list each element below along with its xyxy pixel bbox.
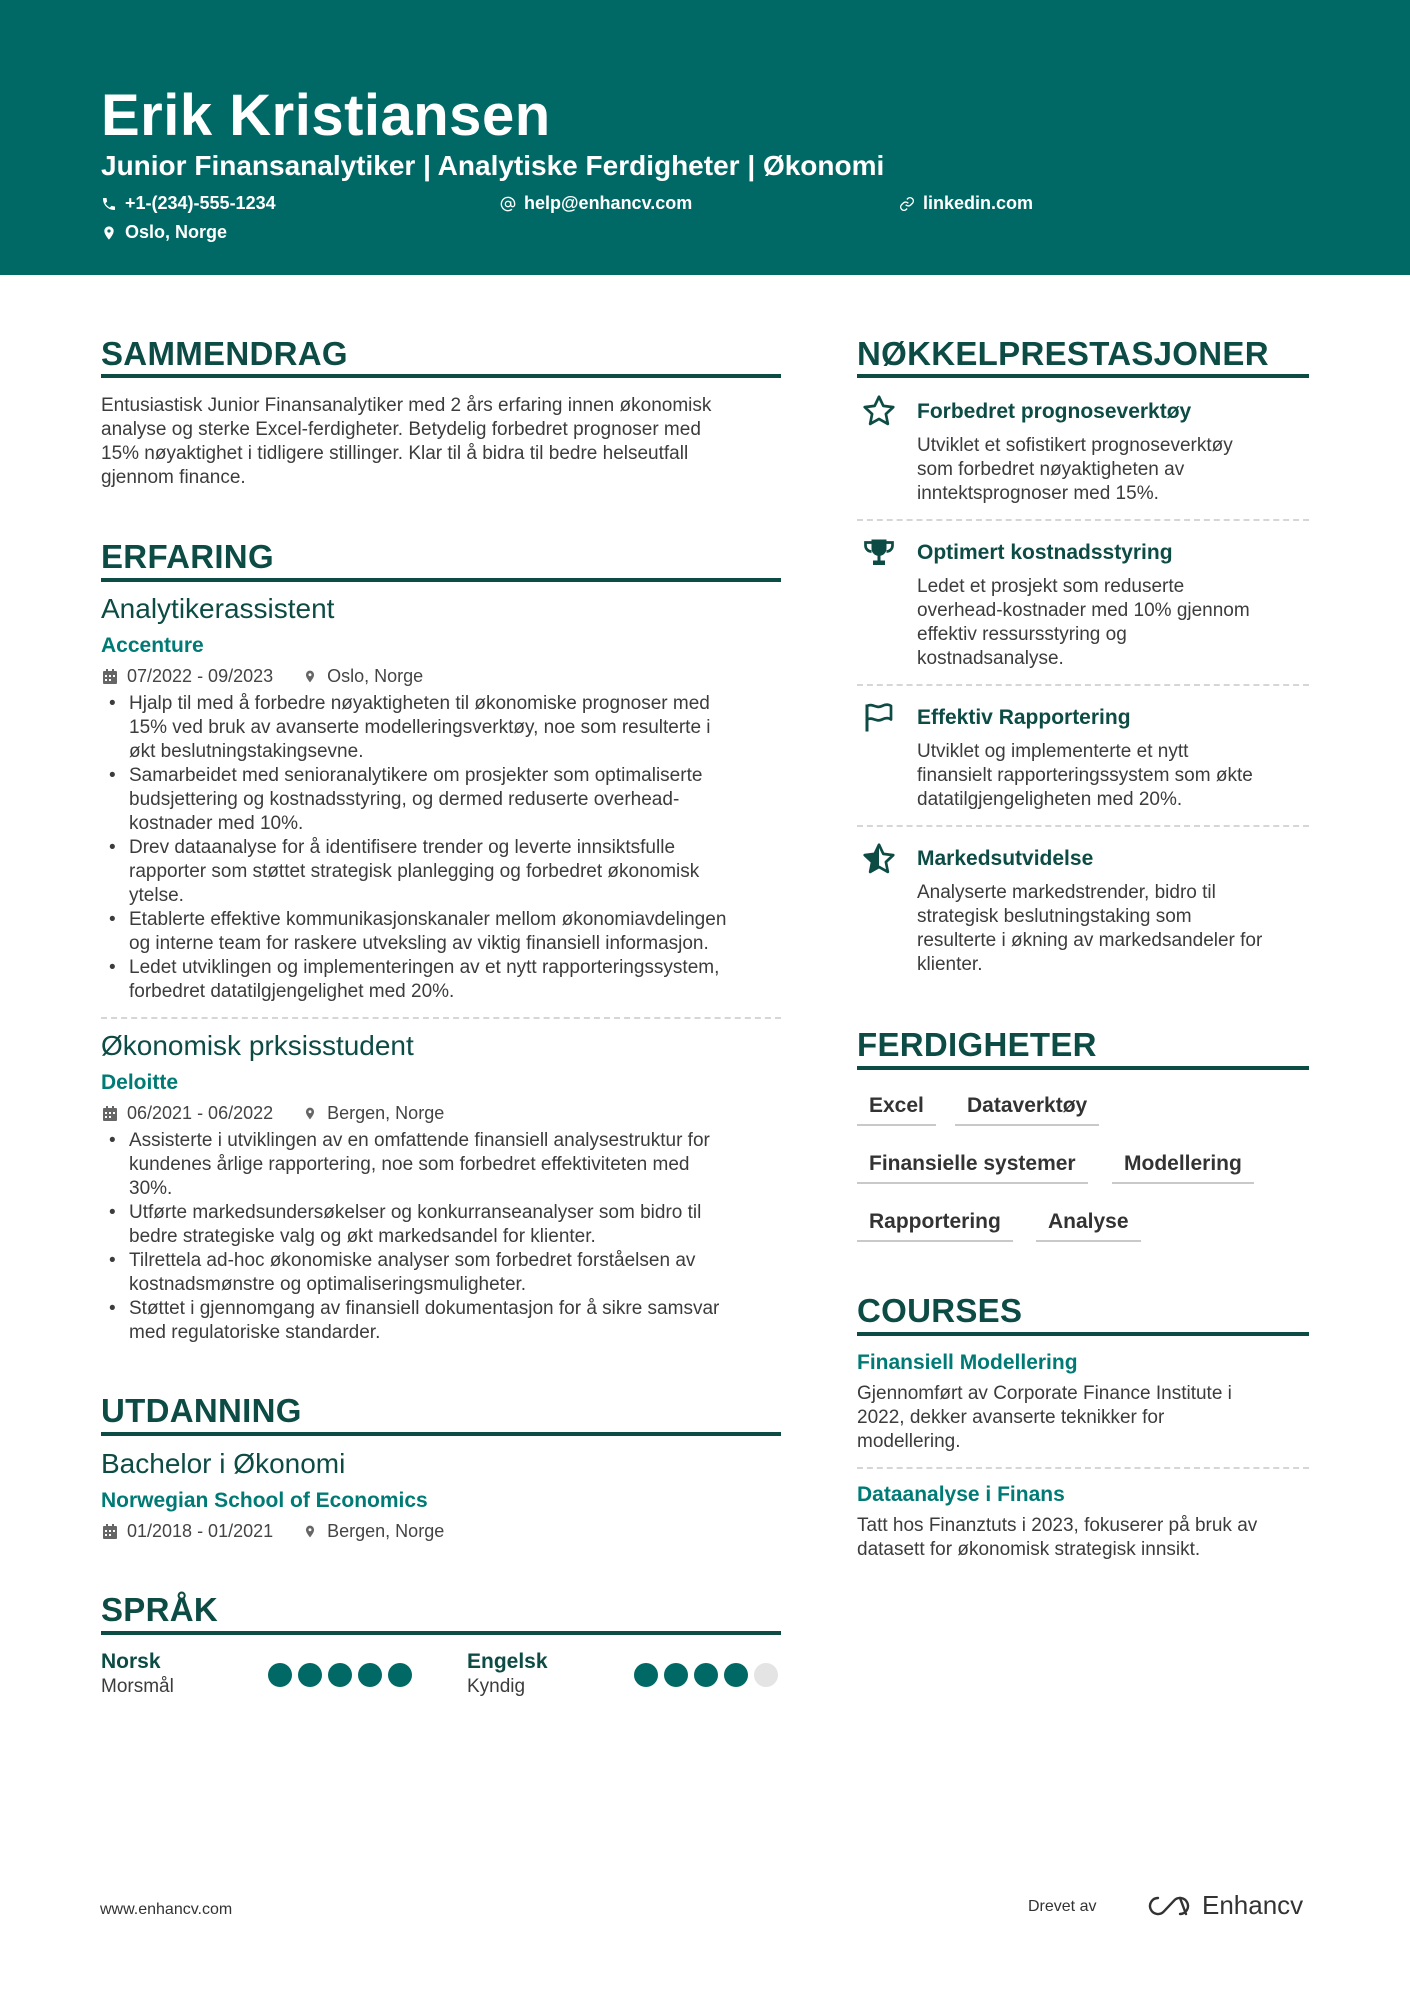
bullet-item: • Samarbeidet med senioranalytikere om prosjekter som optimaliserte budsjettering og kostnadsstyring, og dermed reduserte overhead- kostnader med 10%.	[101, 764, 801, 836]
footer-website[interactable]: www.enhancv.com	[100, 1901, 233, 1918]
job-company: Accenture	[101, 634, 204, 657]
enhancv-logo-icon	[1146, 1894, 1192, 1918]
summary-rule	[101, 374, 781, 378]
job-role: Analytikerassistent	[101, 593, 335, 624]
linkedin-text: linkedin.com	[923, 193, 1034, 213]
language-level: Morsmål	[101, 1676, 174, 1697]
skill-tag: Finansielle systemer	[857, 1152, 1088, 1184]
experience-rule	[101, 578, 781, 582]
phone-text: +1-(234)-555-1234	[125, 193, 276, 213]
achievement-title: Effektiv Rapportering	[917, 706, 1131, 729]
courses-heading: COURSES	[857, 1292, 1023, 1329]
education-heading: UTDANNING	[101, 1392, 302, 1429]
summary-text: Entusiastisk Junior Finansanalytiker med 2 års erfaring innen økonomisk analyse og sterke Excel-ferdigheter. Betydelig forbedret prognoser med 15% nøyaktighet i tidligere stillinger. Klar til å bidra til bedre helseutfall gjennom finance.	[101, 395, 712, 488]
divider	[857, 825, 1309, 827]
education-location: Bergen, Norge	[327, 1521, 445, 1541]
rating-dot-filled	[328, 1663, 352, 1687]
divider	[101, 1017, 781, 1019]
education-meta	[103, 1521, 444, 1542]
language-level: Kyndig	[467, 1676, 526, 1697]
footer-powered-by: Drevet av	[1028, 1898, 1097, 1915]
job-company: Deloitte	[101, 1071, 179, 1094]
enhancv-logo-text: Enhancv	[1202, 1890, 1304, 1920]
candidate-name: Erik Kristiansen	[101, 83, 551, 148]
languages-heading: SPRÅK	[101, 1591, 219, 1628]
bullet-item: • Etablerte effektive kommunikasjonskanaler mellom økonomiavdelingen og interne team for raskere utveksling av viktig finansiell informasjon.	[101, 908, 801, 956]
divider	[857, 519, 1309, 521]
courses-rule	[857, 1332, 1309, 1336]
job-location: Oslo, Norge	[327, 666, 424, 686]
rating-dot-filled	[664, 1663, 688, 1687]
education-dates: 01/2018 - 01/2021	[127, 1521, 274, 1541]
achievement-title: Markedsutvidelse	[917, 847, 1094, 870]
bullet-item: • Støttet i gjennomgang av finansiell dokumentasjon for å sikre samsvar med regulatoriske standarder.	[101, 1297, 801, 1345]
job-location: Bergen, Norge	[327, 1103, 445, 1123]
course-description: Gjennomført av Corporate Finance Institute i 2022, dekker avanserte teknikker for modellering.	[857, 1383, 1232, 1452]
course-description: Tatt hos Finanztuts i 2023, fokuserer på bruk av datasett for økonomisk strategisk innsikt.	[857, 1515, 1258, 1560]
rating-dot-filled	[634, 1663, 658, 1687]
education-rule	[101, 1432, 781, 1436]
skills-rule	[857, 1066, 1309, 1070]
bullet-item: • Drev dataanalyse for å identifisere trender og leverte innsiktsfulle rapporter som støttet strategisk planlegging og forbedret økonomisk ytelse.	[101, 836, 801, 908]
calendar-icon	[103, 1524, 117, 1539]
location-pin-icon	[303, 1524, 317, 1539]
calendar-icon	[103, 669, 117, 684]
achievement-title: Optimert kostnadsstyring	[917, 541, 1173, 564]
language-rating	[634, 1663, 778, 1687]
candidate-title: Junior Finansanalytiker | Analytiske Ferdigheter | Økonomi	[101, 150, 885, 181]
summary-heading: SAMMENDRAG	[101, 335, 348, 372]
rating-dot-empty	[754, 1663, 778, 1687]
star-half-icon	[861, 841, 897, 877]
language-rating	[268, 1663, 412, 1687]
language-name: Norsk	[101, 1650, 161, 1673]
location-pin-icon	[303, 669, 317, 684]
degree: Bachelor i Økonomi	[101, 1448, 346, 1479]
achievement-description: Analyserte markedstrender, bidro til strategisk beslutningstaking som resulterte i økning av markedsandeler for klienter.	[917, 882, 1263, 975]
skill-tag: Analyse	[1036, 1210, 1141, 1242]
resume-header	[0, 0, 1410, 275]
bullet-item: • Ledet utviklingen og implementeringen av et nytt rapporteringssystem, forbedret datatilgjengelighet med 20%.	[101, 956, 801, 1004]
job-dates: 07/2022 - 09/2023	[127, 666, 274, 686]
achievement-description: Ledet et prosjekt som reduserte overhead-kostnader med 10% gjennom effektiv ressursstyring og kostnadsanalyse.	[917, 576, 1250, 669]
course-title: Finansiell Modellering	[857, 1351, 1078, 1374]
job-role: Økonomisk prksisstudent	[101, 1030, 414, 1061]
bullet-item: • Assisterte i utviklingen av en omfattende finansiell analysestruktur for kundenes årlige rapportering, noe som forbedret effektiviteten med 30%.	[101, 1129, 801, 1201]
job-dates: 06/2021 - 06/2022	[127, 1103, 274, 1123]
calendar-icon	[103, 1106, 117, 1121]
at-icon	[500, 196, 516, 212]
link-icon	[899, 196, 915, 212]
achievement-title: Forbedret prognoseverktøy	[917, 400, 1192, 423]
location-text: Oslo, Norge	[125, 222, 228, 242]
rating-dot-filled	[724, 1663, 748, 1687]
language-name: Engelsk	[467, 1650, 548, 1673]
star-outline-icon	[861, 393, 897, 429]
location-pin-icon	[101, 225, 117, 241]
contact-email[interactable]	[500, 193, 692, 214]
achievements-rule	[857, 374, 1309, 378]
achievements-heading: NØKKELPRESTASJONER	[857, 335, 1269, 372]
rating-dot-filled	[694, 1663, 718, 1687]
contact-location	[101, 222, 227, 243]
achievement-description: Utviklet et sofistikert prognoseverktøy som forbedret nøyaktigheten av inntektsprognoser med 15%.	[917, 435, 1233, 504]
bullet-item: • Tilrettela ad-hoc økonomiske analyser som forbedret forståelsen av kostnadsmønstre og optimaliseringsmuligheter.	[101, 1249, 801, 1297]
phone-icon	[101, 196, 117, 212]
job-bullets	[101, 1129, 801, 1345]
trophy-icon	[861, 535, 897, 571]
rating-dot-filled	[388, 1663, 412, 1687]
job-meta	[103, 1103, 444, 1124]
school: Norwegian School of Economics	[101, 1489, 428, 1512]
email-text: help@enhancv.com	[524, 193, 693, 213]
course-title: Dataanalyse i Finans	[857, 1483, 1065, 1506]
rating-dot-filled	[298, 1663, 322, 1687]
skill-tag: Rapportering	[857, 1210, 1013, 1242]
bullet-item: • Hjalp til med å forbedre nøyaktigheten til økonomiske prognoser med 15% ved bruk av avanserte modelleringsverktøy, noe som resulterte i økt beslutningstakingsevne.	[101, 692, 801, 764]
experience-heading: ERFARING	[101, 538, 274, 575]
divider	[857, 684, 1309, 686]
flag-icon	[861, 700, 897, 736]
contact-linkedin[interactable]	[899, 193, 1033, 214]
rating-dot-filled	[358, 1663, 382, 1687]
contact-phone[interactable]	[101, 193, 276, 214]
languages-rule	[101, 1631, 781, 1635]
skill-tag: Modellering	[1112, 1152, 1254, 1184]
job-meta	[103, 666, 423, 687]
skills-heading: FERDIGHETER	[857, 1026, 1097, 1063]
divider	[857, 1467, 1309, 1469]
bullet-item: • Utførte markedsundersøkelser og konkurranseanalyser som bidro til bedre strategiske valg og økt markedsandel for klienter.	[101, 1201, 801, 1249]
location-pin-icon	[303, 1106, 317, 1121]
achievement-description: Utviklet og implementerte et nytt finansielt rapporteringssystem som økte datatilgjengeligheten med 20%.	[917, 741, 1253, 810]
enhancv-logo[interactable]	[1146, 1890, 1303, 1921]
job-bullets	[101, 692, 801, 1004]
rating-dot-filled	[268, 1663, 292, 1687]
skill-tag: Dataverktøy	[955, 1094, 1099, 1126]
skill-tag: Excel	[857, 1094, 936, 1126]
